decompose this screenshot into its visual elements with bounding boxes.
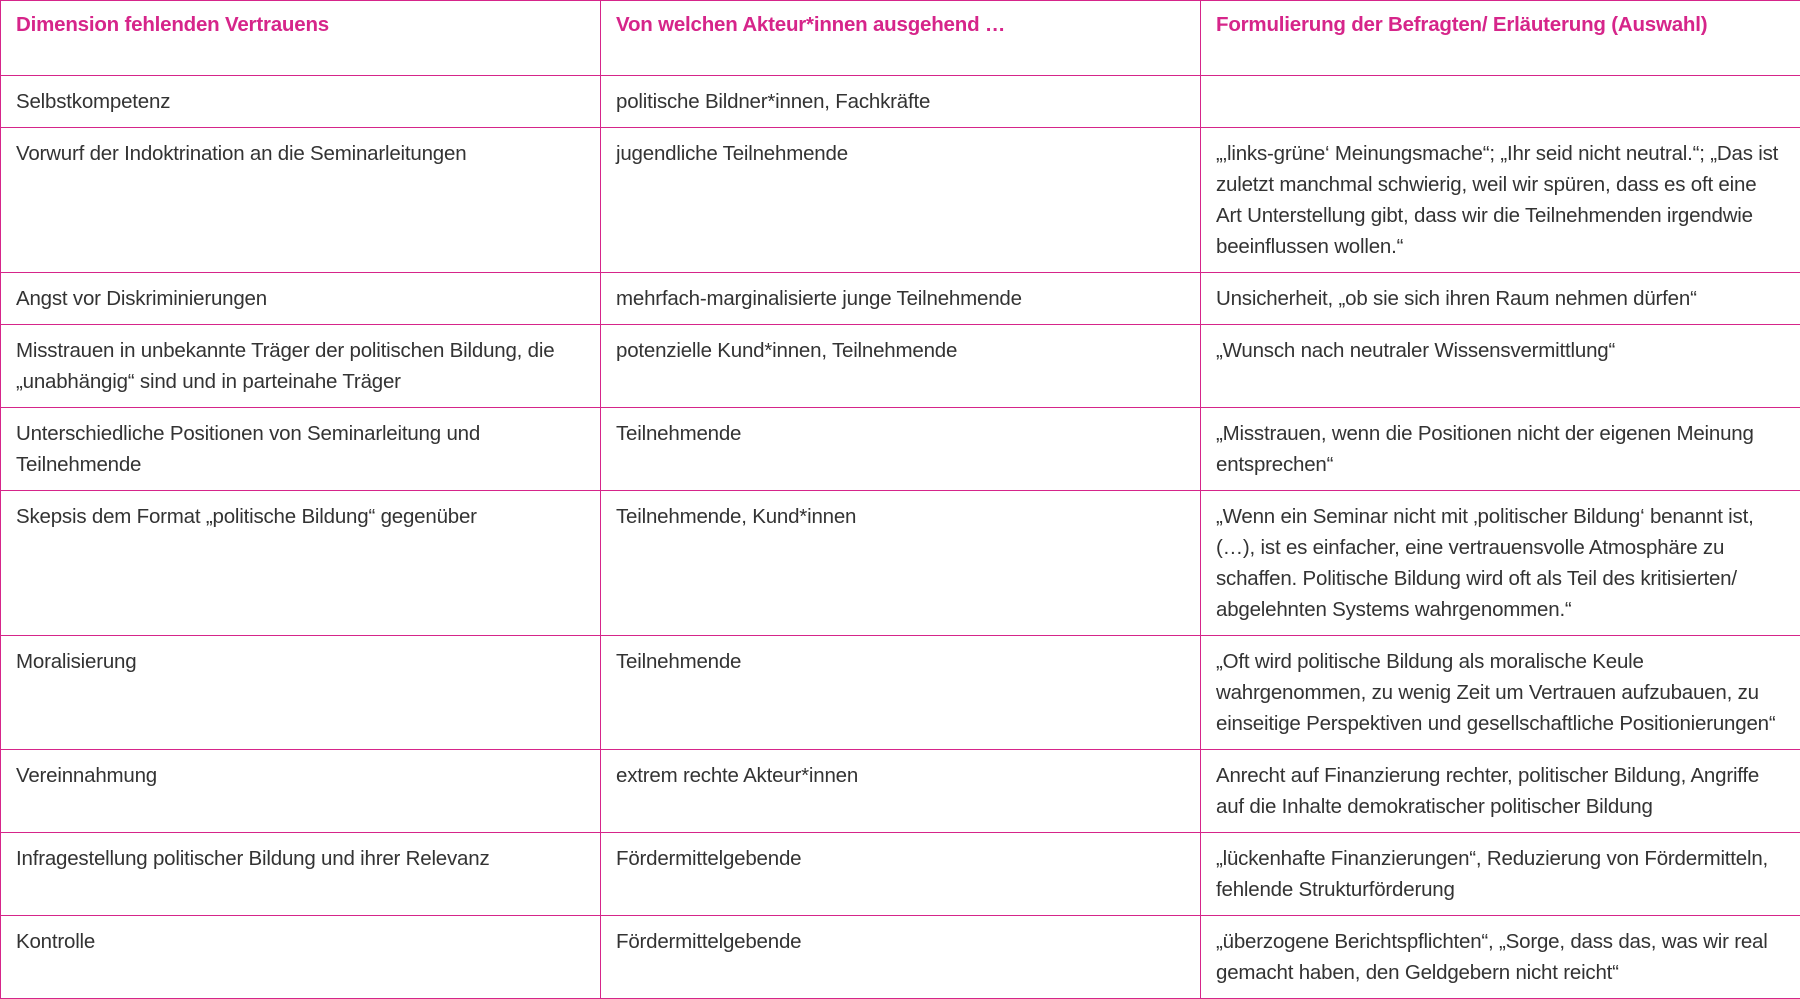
table-row — [1, 491, 1800, 636]
cell-dimension: Unterschiedliche Positionen von Seminarleitung und Teilnehmende — [1, 408, 601, 491]
table-row — [1, 76, 1800, 128]
cell-actors: Fördermittelgebende — [601, 916, 1201, 999]
header-dimension: Dimension fehlenden Vertrauens — [1, 1, 601, 76]
table-row — [1, 833, 1800, 916]
table-row — [1, 128, 1800, 273]
cell-actors: jugendliche Teilnehmende — [601, 128, 1201, 273]
table-row — [1, 916, 1800, 999]
cell-actors: Teilnehmende — [601, 408, 1201, 491]
header-statements: Formulierung der Befragten/ Erläuterung (Auswahl) — [1201, 1, 1800, 76]
table-row — [1, 325, 1800, 408]
cell-dimension: Misstrauen in unbekannte Träger der politischen Bildung, die „unabhängig“ sind und in parteinahe Träger — [1, 325, 601, 408]
cell-dimension: Selbstkompetenz — [1, 76, 601, 128]
cell-actors: extrem rechte Akteur*innen — [601, 750, 1201, 833]
cell-statement: „‚links-grüne‘ Meinungsmache“; „Ihr seid nicht neutral.“; „Das ist zuletzt manchmal schwierig, weil wir spüren, dass es oft eine Art Unterstellung gibt, dass wir die Teilnehmenden irgendwie beeinflussen wollen.“ — [1201, 128, 1800, 273]
cell-statement — [1201, 76, 1800, 128]
cell-statement: „überzogene Berichtspflichten“, „Sorge, dass das, was wir real gemacht haben, den Geldgebern nicht reicht“ — [1201, 916, 1800, 999]
header-actors: Von welchen Akteur*innen ausgehend … — [601, 1, 1201, 76]
cell-actors: mehrfach-marginalisierte junge Teilnehmende — [601, 273, 1201, 325]
cell-statement: Unsicherheit, „ob sie sich ihren Raum nehmen dürfen“ — [1201, 273, 1800, 325]
table-row — [1, 750, 1800, 833]
cell-dimension: Moralisierung — [1, 636, 601, 750]
cell-dimension: Vereinnahmung — [1, 750, 601, 833]
cell-statement: „Oft wird politische Bildung als moralische Keule wahrgenommen, zu wenig Zeit um Vertrauen aufzubauen, zu einseitige Perspektiven und gesellschaftliche Positionierungen“ — [1201, 636, 1800, 750]
cell-actors: Fördermittelgebende — [601, 833, 1201, 916]
cell-actors: politische Bildner*innen, Fachkräfte — [601, 76, 1201, 128]
table-row — [1, 408, 1800, 491]
table-row — [1, 636, 1800, 750]
cell-actors: Teilnehmende — [601, 636, 1201, 750]
cell-statement: „Misstrauen, wenn die Positionen nicht der eigenen Meinung entsprechen“ — [1201, 408, 1800, 491]
cell-actors: Teilnehmende, Kund*innen — [601, 491, 1201, 636]
cell-dimension: Skepsis dem Format „politische Bildung“ gegenüber — [1, 491, 601, 636]
cell-statement: „Wunsch nach neutraler Wissensvermittlung“ — [1201, 325, 1800, 408]
cell-dimension: Vorwurf der Indoktrination an die Seminarleitungen — [1, 128, 601, 273]
table-row — [1, 273, 1800, 325]
cell-dimension: Kontrolle — [1, 916, 601, 999]
table-header-row — [1, 1, 1800, 76]
cell-dimension: Angst vor Diskriminierungen — [1, 273, 601, 325]
cell-statement: Anrecht auf Finanzierung rechter, politischer Bildung, Angriffe auf die Inhalte demokratischer politischer Bildung — [1201, 750, 1800, 833]
cell-statement: „Wenn ein Seminar nicht mit ‚politischer Bildung‘ benannt ist, (…), ist es einfacher, eine vertrauensvolle Atmosphäre zu schaffen. Politische Bildung wird oft als Teil des kritisierten/ abgelehnten Systems wahrgenommen.“ — [1201, 491, 1800, 636]
cell-actors: potenzielle Kund*innen, Teilnehmende — [601, 325, 1201, 408]
cell-statement: „lückenhafte Finanzierungen“, Reduzierung von Fördermitteln, fehlende Strukturförderung — [1201, 833, 1800, 916]
cell-dimension: Infragestellung politischer Bildung und ihrer Relevanz — [1, 833, 601, 916]
